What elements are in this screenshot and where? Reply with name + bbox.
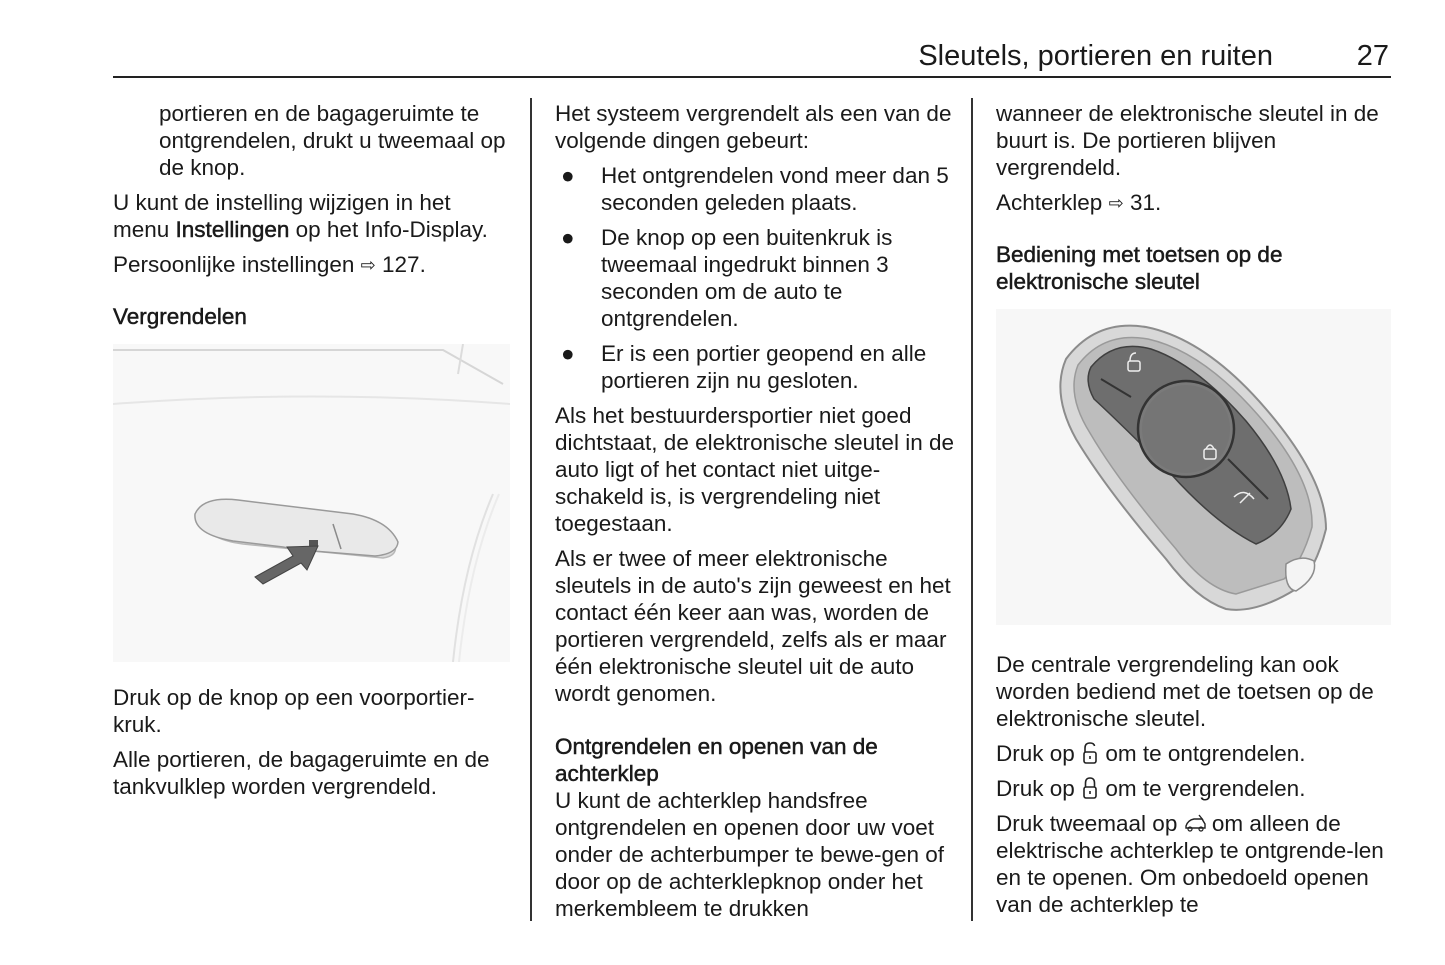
bullet-icon: ● [561,341,575,366]
col2-multiple-keys: Als er twee of meer elektronische sleutels in de auto's zijn geweest en het contact één keer aan was, worden de portieren vergrendeld, zelfs als er maar één elektronische sleutel uit de auto wordt genomen. [555,546,951,706]
unlock-text-post: om te ontgrendelen. [1105,741,1306,766]
page-number: 27 [1356,40,1389,72]
personal-settings-text: Persoonlijke instellingen [113,252,355,277]
list-item [555,224,955,332]
header-rule [113,76,1391,78]
col1-settings-paragraph [113,189,513,243]
list-item [555,340,955,394]
col3-continuation: wanneer de elektronische sleutel in de buurt is. De portieren blijven vergrendeld. [996,101,1379,180]
bullet-icon: ● [561,163,575,188]
column-2 [555,100,955,930]
heading-tailgate: Ontgrendelen en openen van de achterklep [555,734,878,786]
list-item [555,162,955,216]
col3-tailgate-twice [996,810,1396,918]
cross-reference-arrow-icon: ⇨ [1108,193,1124,213]
list-item-text: Er is een portier geopend en alle portieren zijn nu gesloten. [601,341,927,393]
col2-not-allowed: Als het bestuurdersportier niet goed dichtstaat, de elektronische sleutel in de auto ligt of het contact niet uitge-schakeld is, is vergrendeling niet toegestaan. [555,403,954,536]
twice-text-post: om alleen de elektrische achterklep te ontgrende-len en te openen. Om onbedoeld openen van de achterklep te [996,811,1384,917]
list-item-text: De knop op een buitenkruk is tweemaal ingedrukt binnen 3 seconden om de auto te ontgrendelen. [601,225,893,331]
col1-intro: portieren en de bagageruimte te ontgrendelen, drukt u tweemaal op de knop. [159,101,506,180]
col2-tailgate-text: U kunt de achterklep handsfree ontgrendelen en openen door uw voet onder de achterbumper te bewe-gen of door op de achterklepknop onder het merkembleem te drukken [555,788,945,921]
twice-text-pre: Druk tweemaal op [996,811,1178,836]
lock-icon [1081,777,1099,799]
lock-conditions-list [555,162,955,394]
column-divider-1 [530,98,532,921]
col2-intro: Het systeem vergrendelt als een van de volgende dingen gebeurt: [555,101,952,153]
col3-lock-instruction [996,775,1396,802]
page-header-title: Sleutels, portieren en ruiten [918,40,1273,72]
tailgate-icon [1184,812,1206,834]
col3-central-locking: De centrale vergrendeling kan ook worden bediend met de toetsen op de elektronische sleutel. [996,652,1374,731]
col1-press-button: Druk op de knop op een voorportier-kruk. [113,685,475,737]
lock-text-post: om te vergrendelen. [1105,776,1306,801]
column-1 [113,100,513,808]
tailgate-ref-page[interactable]: 31. [1129,190,1162,215]
key-fob-illustration [996,309,1391,625]
lock-text-pre: Druk op [996,776,1075,801]
list-item-text: Het ontgrendelen vond meer dan 5 seconden geleden plaats. [601,163,949,215]
col1-personal-settings [113,251,513,279]
col1-all-locked: Alle portieren, de bagageruimte en de tankvulklep worden vergrendeld. [113,747,490,799]
bullet-icon: ● [561,225,575,250]
door-handle-illustration [113,344,510,662]
heading-vergrendelen: Vergrendelen [113,304,247,329]
settings-text-pre: U kunt de instelling wijzigen in het menu [113,190,451,242]
col3-tailgate-ref [996,189,1396,217]
col3-unlock-instruction [996,740,1396,767]
unlock-text-pre: Druk op [996,741,1075,766]
settings-text-post: op het Info-Display. [289,217,488,242]
cross-reference-arrow-icon: ⇨ [360,255,376,275]
tailgate-ref-text: Achterklep [996,190,1103,215]
column-divider-2 [971,98,973,921]
column-3 [996,100,1396,926]
heading-key-buttons: Bediening met toetsen op de elektronische sleutel [996,242,1283,294]
unlock-icon [1081,742,1099,764]
settings-menu-name: Instellingen [175,217,290,242]
personal-settings-ref[interactable]: 127. [382,252,426,277]
